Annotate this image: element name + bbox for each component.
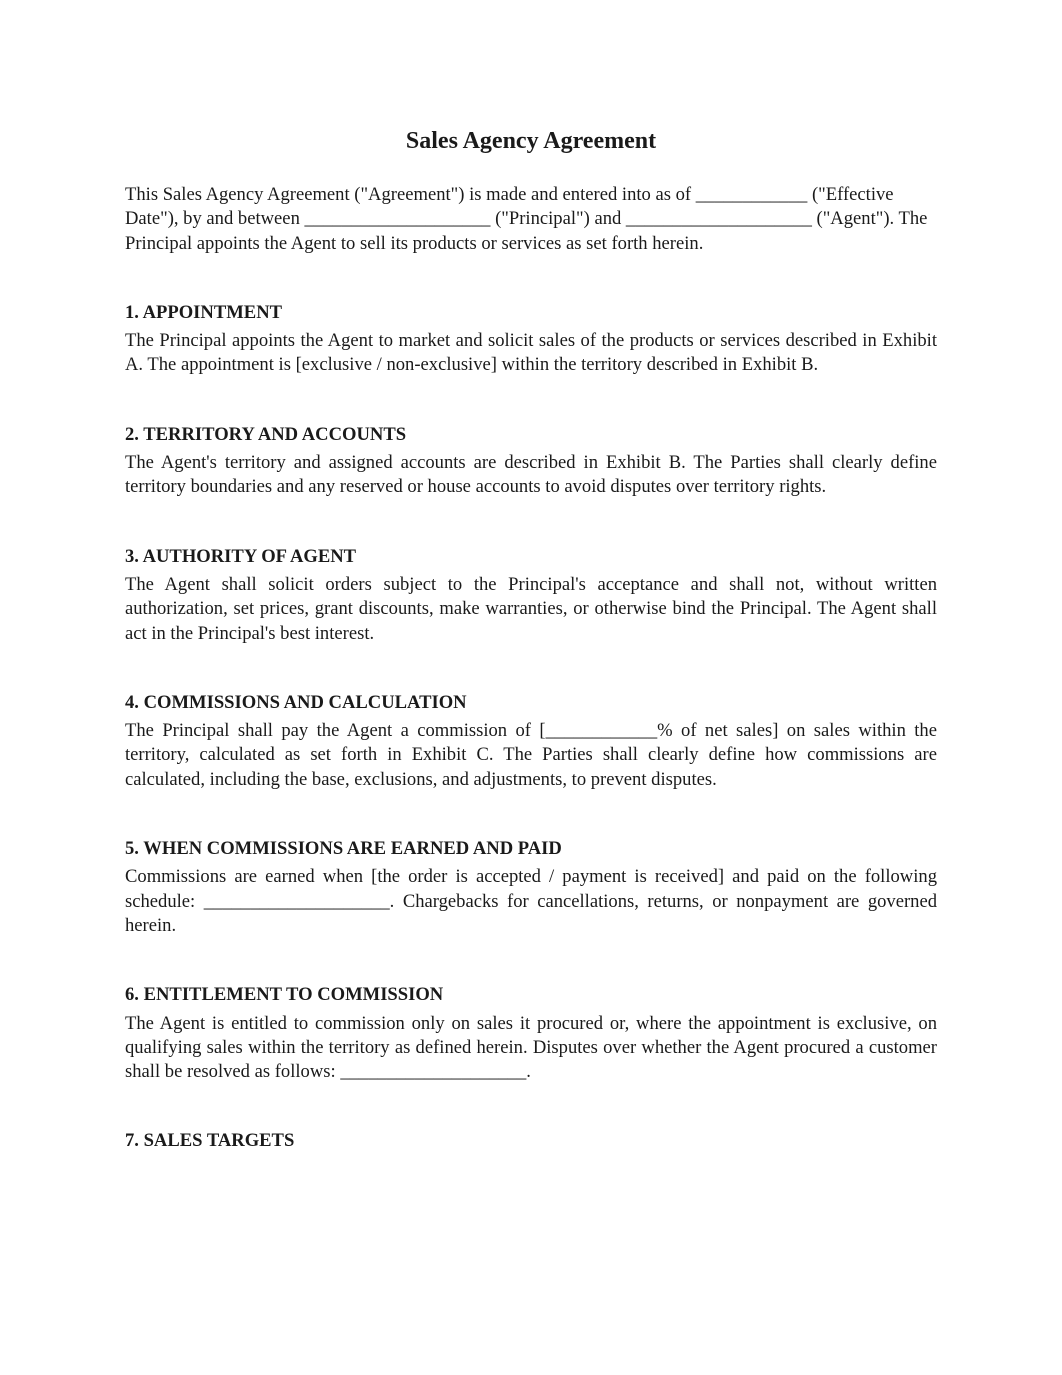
document-title: Sales Agency Agreement	[405, 128, 657, 154]
section-body: Commissions are earned when [the order is accepted / payment is received] and paid on the following schedule: ____________________. Chargebacks for cancellations, returns, or nonpayment are governed herein.	[125, 866, 937, 936]
section-when-commissions-earned	[125, 837, 937, 938]
section-body: The Agent's territory and assigned accounts are described in Exhibit B. The Parties shall clearly define territory boundaries and any reserved or house accounts to avoid disputes over territory rights.	[125, 452, 937, 498]
section-body: The Agent shall solicit orders subject to the Principal's acceptance and shall not, without written authorization, set prices, grant discounts, make warranties, or otherwise bind the Principal. The Agent shall act in the Principal's best interest.	[125, 573, 937, 644]
section-appointment	[125, 301, 937, 378]
section-heading: 3. AUTHORITY OF AGENT	[125, 545, 357, 567]
section-entitlement-to-commission	[125, 983, 937, 1084]
section-authority-of-agent	[125, 545, 937, 646]
section-heading: 4. COMMISSIONS AND CALCULATION	[125, 691, 467, 713]
intro-paragraph: This Sales Agency Agreement ("Agreement") is made and entered into as of ____________ ("Effective Date"), by and between ____________________ ("Principal") and ____________________ ("Agent"). The Principal appoints the Agent to sell its products or services as set forth herein.	[125, 184, 928, 254]
section-sales-targets	[125, 1129, 937, 1153]
section-heading: 2. TERRITORY AND ACCOUNTS	[125, 423, 407, 445]
section-body: The Principal shall pay the Agent a commission of [____________% of net sales] on sales within the territory, calculated as set forth in Exhibit C. The Parties shall clearly define how commissions are calculated, including the base, exclusions, and adjustments, to prevent disputes.	[125, 720, 937, 790]
section-heading: 5. WHEN COMMISSIONS ARE EARNED AND PAID	[125, 838, 562, 860]
section-heading: 1. APPOINTMENT	[125, 301, 283, 323]
section-commissions-and-calculation	[125, 691, 937, 792]
document-page	[125, 124, 937, 1158]
section-body: The Agent is entitled to commission only on sales it procured or, where the appointment is exclusive, on qualifying sales within the territory as defined herein. Disputes over whether the Agent procured a customer shall be resolved as follows: ____________________.	[125, 1012, 937, 1083]
section-heading: 6. ENTITLEMENT TO COMMISSION	[125, 984, 444, 1006]
section-heading: 7. SALES TARGETS	[125, 1130, 295, 1152]
section-body: The Principal appoints the Agent to market and solicit sales of the products or services described in Exhibit A. The appointment is [exclusive / non-exclusive] within the territory described in Exhibit B.	[125, 330, 937, 376]
section-territory-and-accounts	[125, 423, 937, 500]
